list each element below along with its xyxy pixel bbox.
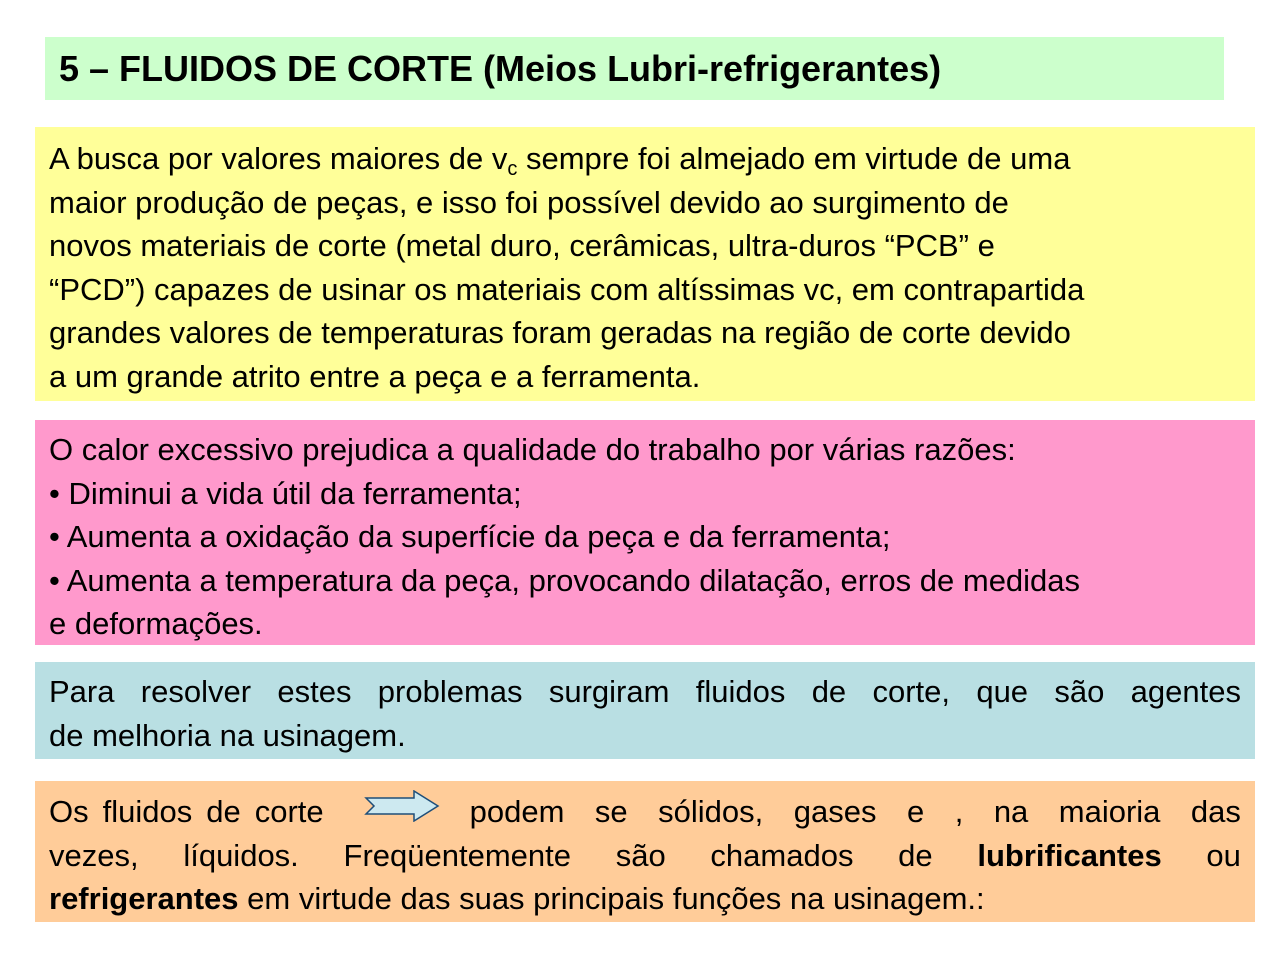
- right-arrow-icon: [364, 790, 440, 822]
- solution-word: agentes: [1130, 674, 1241, 709]
- vc-subscript: c: [507, 158, 518, 180]
- fluids-end-word: gases: [793, 794, 877, 829]
- intro-line-1-rest: sempre foi almejado em virtude de uma: [517, 141, 1071, 176]
- heat-bullet-3-cont: e deformações.: [49, 606, 263, 641]
- fluids-box: [35, 781, 1255, 922]
- lubrificantes-term: lubrificantes: [977, 837, 1162, 873]
- fluids-start-word: corte: [254, 794, 324, 829]
- fluids-line-2: [49, 834, 1241, 878]
- intro-line-4: “PCD”) capazes de usinar os materiais com altíssimas vc, em contrapartida: [49, 271, 1085, 307]
- fluids-line-1-start: [49, 790, 324, 834]
- slide-title: 5 – FLUIDOS DE CORTE (Meios Lubri-refrigerantes): [59, 47, 942, 89]
- fluids-end-word: podem: [469, 794, 565, 829]
- solution-word: Para: [49, 674, 115, 709]
- title-box: [45, 37, 1224, 100]
- solution-word: estes: [277, 674, 352, 709]
- intro-line-3: novos materiais de corte (metal duro, cerâmicas, ultra-duros “PCB” e: [49, 228, 995, 263]
- heat-bullet-1: • Diminui a vida útil da ferramenta;: [49, 475, 522, 511]
- intro-box: [35, 127, 1255, 401]
- solution-word: fluidos: [695, 674, 786, 709]
- fluids-end-word: das: [1190, 794, 1241, 829]
- solution-word: resolver: [140, 674, 252, 709]
- fluids-line-2-word: Freqüentemente: [343, 837, 571, 873]
- fluids-end-word: sólidos,: [658, 794, 764, 829]
- intro-line-5: grandes valores de temperaturas foram geradas na região de corte devido: [49, 315, 1071, 350]
- right-arrow-svg: [364, 790, 440, 822]
- fluids-line-3-rest: em virtude das suas principais funções na usinagem.:: [238, 881, 985, 916]
- fluids-start-word: fluidos: [102, 794, 193, 829]
- fluids-end-word: ,: [954, 794, 964, 829]
- fluids-line-2-word: vezes,: [49, 837, 139, 873]
- fluids-line-2-word: são: [615, 837, 666, 873]
- intro-line-1-text: A busca por valores maiores de v: [49, 141, 508, 176]
- solution-line-1: [49, 670, 1241, 714]
- fluids-end-word: e: [906, 794, 925, 829]
- heat-bullet-3: • Aumenta a temperatura da peça, provocando dilatação, erros de medidas: [49, 562, 1081, 598]
- intro-line-1: [49, 137, 1241, 181]
- fluids-end-word: se: [594, 794, 628, 829]
- heat-bullet-2: • Aumenta a oxidação da superfície da peça e da ferramenta;: [49, 519, 891, 554]
- heat-intro: O calor excessivo prejudica a qualidade do trabalho por várias razões:: [49, 432, 1016, 467]
- solution-word: são: [1054, 674, 1105, 709]
- fluids-line-3: [49, 877, 1241, 921]
- fluids-line-1: [49, 790, 1241, 834]
- refrigerantes-term: refrigerantes: [49, 881, 239, 916]
- intro-line-2: maior produção de peças, e isso foi possível devido ao surgimento de: [49, 184, 1009, 220]
- fluids-end-word: maioria: [1058, 794, 1161, 829]
- fluids-line-2-word: ou: [1206, 837, 1241, 873]
- solution-line-2: de melhoria na usinagem.: [49, 717, 406, 753]
- solution-word: corte,: [872, 674, 951, 709]
- fluids-line-2-word: chamados: [710, 837, 854, 873]
- solution-word: de: [811, 674, 847, 709]
- fluids-end-word: na: [993, 794, 1029, 829]
- fluids-start-word: Os: [49, 794, 89, 829]
- solution-word: problemas: [377, 674, 523, 709]
- fluids-line-2-word: de: [898, 837, 933, 873]
- solution-word: surgiram: [548, 674, 670, 709]
- solution-box: [35, 662, 1255, 759]
- heat-problems-box: [35, 420, 1255, 645]
- solution-word: que: [976, 674, 1029, 709]
- fluids-line-1-end: [470, 790, 1241, 834]
- intro-line-6: a um grande atrito entre a peça e a ferramenta.: [49, 358, 701, 394]
- fluids-line-2-word: líquidos.: [183, 837, 299, 873]
- fluids-start-word: de: [206, 794, 241, 829]
